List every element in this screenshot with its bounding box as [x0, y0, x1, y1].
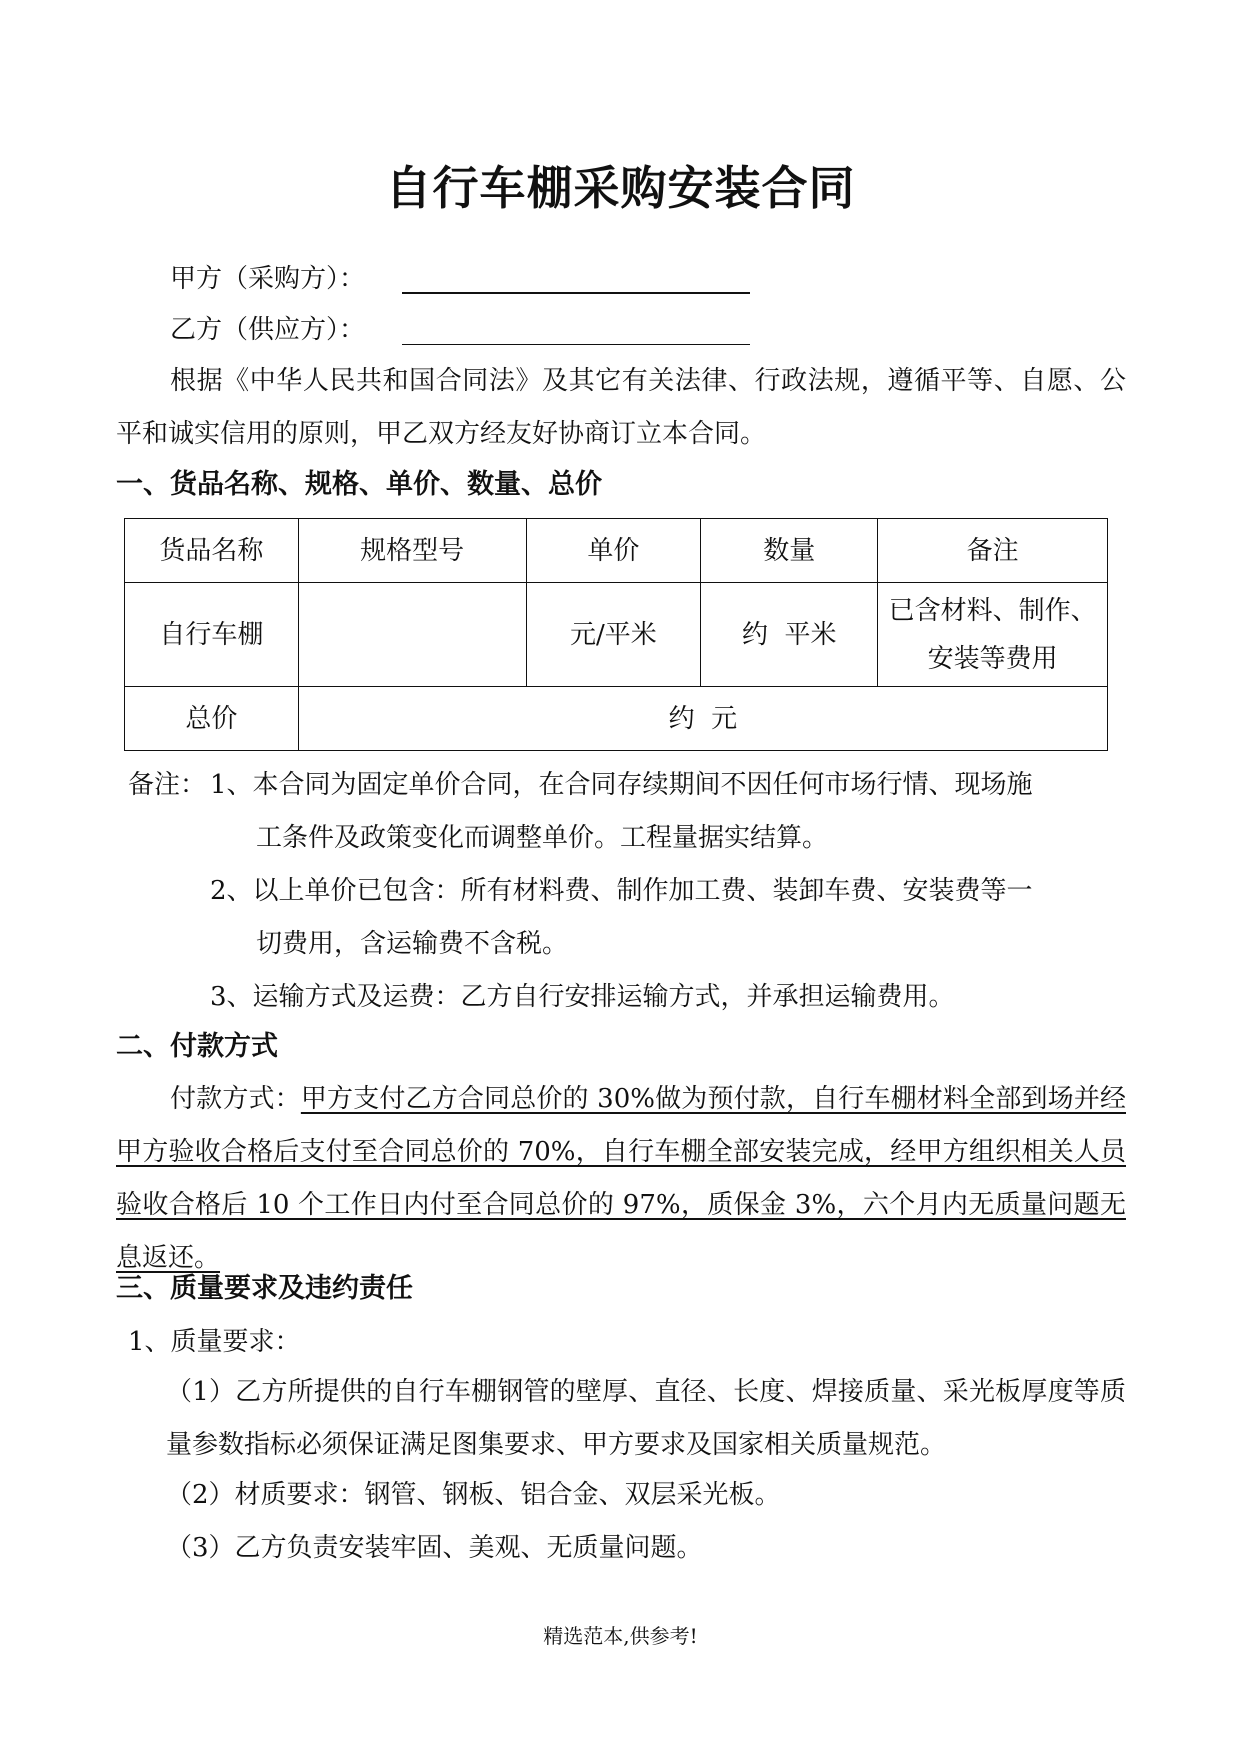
quality-item-2: （2）材质要求：钢管、钢板、铝合金、双层采光板。 [166, 1480, 781, 1510]
party-a-blank[interactable] [402, 290, 750, 294]
price-cell: 元/平米 [526, 583, 701, 687]
table-header-row [125, 519, 1108, 583]
goods-name-cell: 自行车棚 [125, 583, 299, 687]
remark-line-2: 安装等费用 [927, 643, 1058, 674]
total-row [125, 687, 1108, 751]
notes-label: 备注： [128, 770, 207, 800]
note-2-line-1: 2、以上单价已包含：所有材料费、制作加工费、装卸车费、安装费等一 [210, 876, 1033, 906]
header-cell: 规格型号 [298, 519, 526, 583]
party-a-label: 甲方（采购方）： [170, 264, 366, 294]
page-footer: 精选范本,供参考! [543, 1624, 698, 1648]
note-1-line-1: 1、本合同为固定单价合同，在合同存续期间不因任何市场行情、现场施 [210, 770, 1033, 800]
quality-item-3: （3）乙方负责安装牢固、美观、无质量问题。 [166, 1533, 703, 1563]
quality-subheading: 1、质量要求： [128, 1327, 301, 1357]
note-3: 3、运输方式及运费：乙方自行安排运输方式，并承担运输费用。 [210, 982, 955, 1012]
payment-label: 付款方式： [170, 1084, 301, 1114]
party-b-blank[interactable] [402, 342, 750, 345]
party-b-label: 乙方（供应方）： [170, 315, 366, 345]
total-label-cell: 总价 [125, 687, 299, 751]
intro-paragraph: 根据《中华人民共和国合同法》及其它有关法律、行政法规，遵循平等、自愿、公平和诚实信用的原则，甲乙双方经友好协商订立本合同。 [116, 366, 1126, 449]
quality-item-1: （1）乙方所提供的自行车棚钢管的壁厚、直径、长度、焊接质量、采光板厚度等质量参数指标必须保证满足图集要求、甲方要求及国家相关质量规范。 [166, 1377, 1126, 1460]
qty-cell: 约 平米 [701, 583, 878, 687]
note-1-line-2: 工条件及政策变化而调整单价。工程量据实结算。 [256, 823, 829, 853]
spec-cell [298, 583, 526, 687]
goods-table [124, 518, 1108, 751]
header-cell: 单价 [526, 519, 701, 583]
remark-line-1: 已含材料、制作、 [888, 595, 1097, 626]
header-cell: 货品名称 [125, 519, 299, 583]
section-3-heading: 三、质量要求及违约责任 [116, 1273, 413, 1304]
header-cell: 数量 [701, 519, 878, 583]
header-cell: 备注 [878, 519, 1108, 583]
note-2-line-2: 切费用，含运输费不含税。 [256, 929, 569, 959]
section-1-heading: 一、货品名称、规格、单价、数量、总价 [116, 469, 602, 500]
section-2-heading: 二、付款方式 [116, 1031, 278, 1062]
table-row [125, 583, 1108, 687]
payment-terms: 甲方支付乙方合同总价的 30%做为预付款，自行车棚材料全部到场并经甲方验收合格后支付至合同总价的 70%，自行车棚全部安装完成，经甲方组织相关人员验收合格后 10 个工作日内付至合同总价的 97%，质保金 3%，六个月内无质量问题无息返还。 [116, 1084, 1126, 1273]
total-value-cell: 约 元 [298, 687, 1107, 751]
remark-cell [878, 583, 1108, 687]
payment-paragraph [116, 1073, 1126, 1285]
document-title: 自行车棚采购安装合同 [385, 161, 856, 215]
